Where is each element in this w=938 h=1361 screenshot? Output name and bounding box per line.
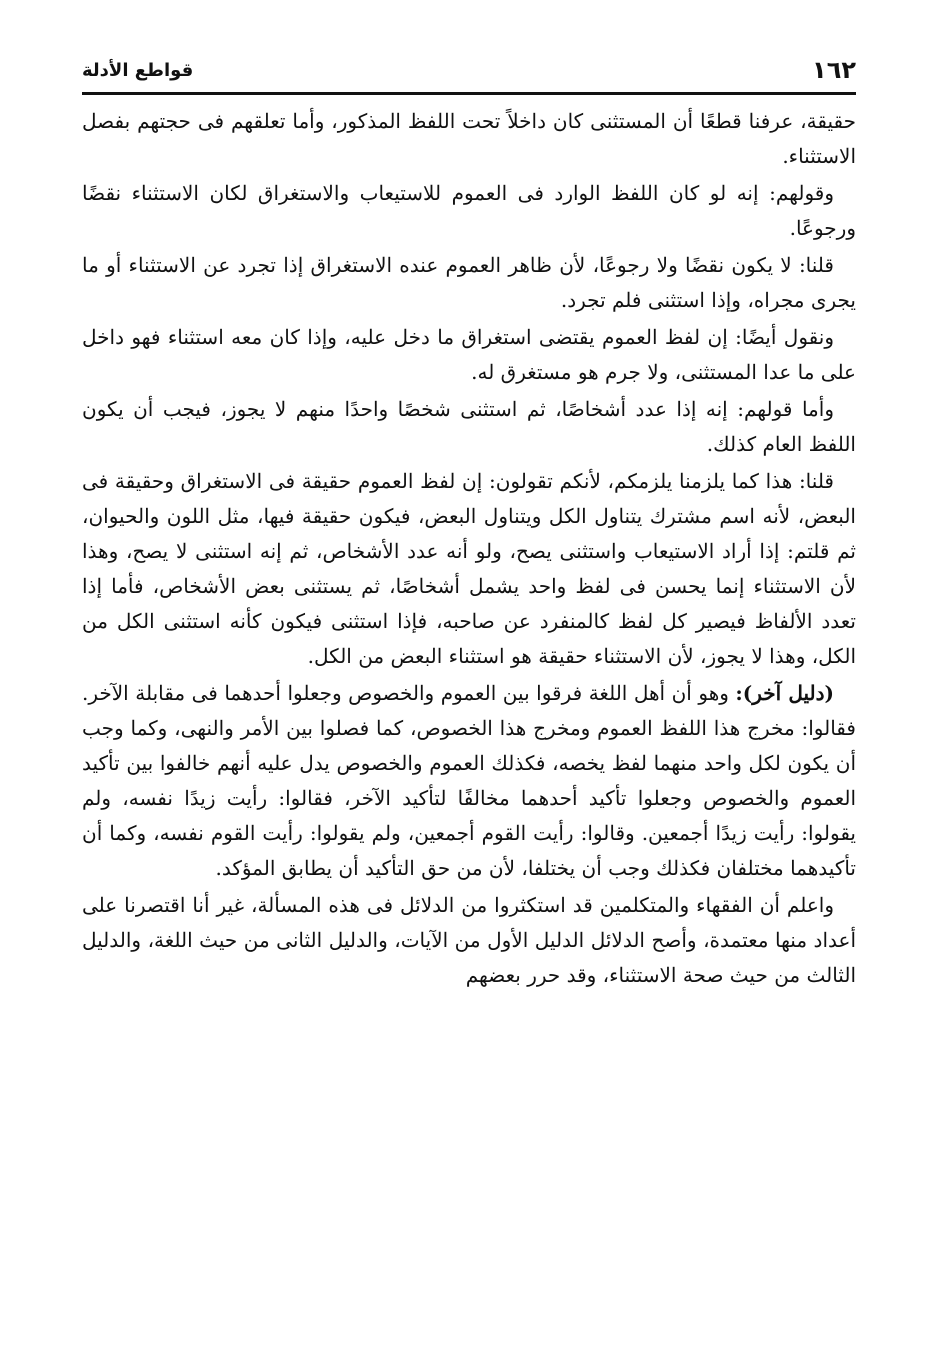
paragraph-3	[82, 248, 856, 318]
paragraph-text: حقيقة، عرفنا قطعًا أن المستثنى كان داخلاً تحت اللفظ المذكور، وأما تعلقهم فى حجتهم بفصل الاستثناء.	[82, 109, 856, 168]
paragraph-text: وهو أن أهل اللغة فرقوا بين العموم والخصوص وجعلوا أحدهما فى مقابلة الآخر. فقالوا: مخرج هذا اللفظ العموم ومخرج هذا الخصوص، كما فصلوا بين الأمر والنهى، وكما وجب أن يكون لكل واحد منهما لفظ يخصه، فكذلك العموم والخصوص يدل عليه أنهم خالفوا بين تأكيد العموم والخصوص وجعلوا تأكيد أحدهما مخالفًا لتأكيد الآخر، فقالوا: رأيت زيدًا نفسه، ولم يقولوا: رأيت زيدًا أجمعين. وقالوا: رأيت القوم أجمعين، ولم يقولوا: رأيت القوم نفسه، وكما أن تأكيدهما مختلفان فكذلك وجب أن يختلفا، لأن من حق التأكيد أن يطابق المؤكد.	[82, 681, 856, 880]
paragraph-6	[82, 464, 856, 674]
paragraph-text: وأما قولهم: إنه إذا عدد أشخاصًا، ثم استثنى شخصًا واحدًا منهم لا يجوز، فيجب أن يكون اللفظ العام كذلك.	[82, 397, 856, 456]
paragraph-7	[82, 676, 856, 886]
paragraph-5	[82, 392, 856, 462]
header-divider	[82, 92, 856, 95]
book-title: قواطع الأدلة	[82, 59, 194, 81]
section-lead: (دليل آخر):	[735, 681, 834, 705]
paragraph-text: واعلم أن الفقهاء والمتكلمين قد استكثروا من الدلائل فى هذه المسألة، غير أنا اقتصرنا على أعداد منها معتمدة، وأصح الدلائل الدليل الأول من الآيات، والدليل الثانى من حيث اللغة، والدليل الثالث من حيث صحة الاستثناء، وقد حرر بعضهم	[82, 893, 856, 987]
paragraph-text: قلنا: لا يكون نقضًا ولا رجوعًا، لأن ظاهر العموم عنده الاستغراق إذا تجرد عن الاستثناء أو ما يجرى مجراه، وإذا استثنى فلم تجرد.	[82, 253, 856, 312]
paragraph-1	[82, 104, 856, 174]
paragraph-2	[82, 176, 856, 246]
running-header	[82, 52, 856, 88]
page-number: ١٦٢	[812, 56, 856, 84]
body-text	[82, 104, 856, 995]
paragraph-8	[82, 888, 856, 993]
paragraph-text: وقولهم: إنه لو كان اللفظ الوارد فى العموم للاستيعاب والاستغراق لكان الاستثناء نقضًا ورجوعًا.	[82, 181, 856, 240]
paragraph-text: قلنا: هذا كما يلزمنا يلزمكم، لأنكم تقولون: إن لفظ العموم حقيقة فى الاستغراق وحقيقة فى البعض، لأنه اسم مشترك يتناول الكل ويتناول البعض، فيكون حقيقة فيها، مثل اللون والحيوان، ثم قلتم: إذا أراد الاستيعاب واستثنى يصح، ولو أنه عدد الأشخاص، ثم إنه استثنى لا يصح، وهذا لأن الاستثناء إنما يحسن فى لفظ واحد يشمل أشخاصًا، ثم يستثنى بعض الأشخاص، فأما إذا تعدد الألفاظ فيصير كل لفظ كالمنفرد عن صاحبه، فإذا استثنى فيكون كأنه استثنى الكل من الكل، وهذا لا يجوز، لأن الاستثناء حقيقة هو استثناء البعض من الكل.	[82, 469, 856, 668]
paragraph-4	[82, 320, 856, 390]
paragraph-text: ونقول أيضًا: إن لفظ العموم يقتضى استغراق ما دخل عليه، وإذا كان معه استثناء فهو داخل على ما عدا المستثنى، ولا جرم هو مستغرق له.	[82, 325, 856, 384]
